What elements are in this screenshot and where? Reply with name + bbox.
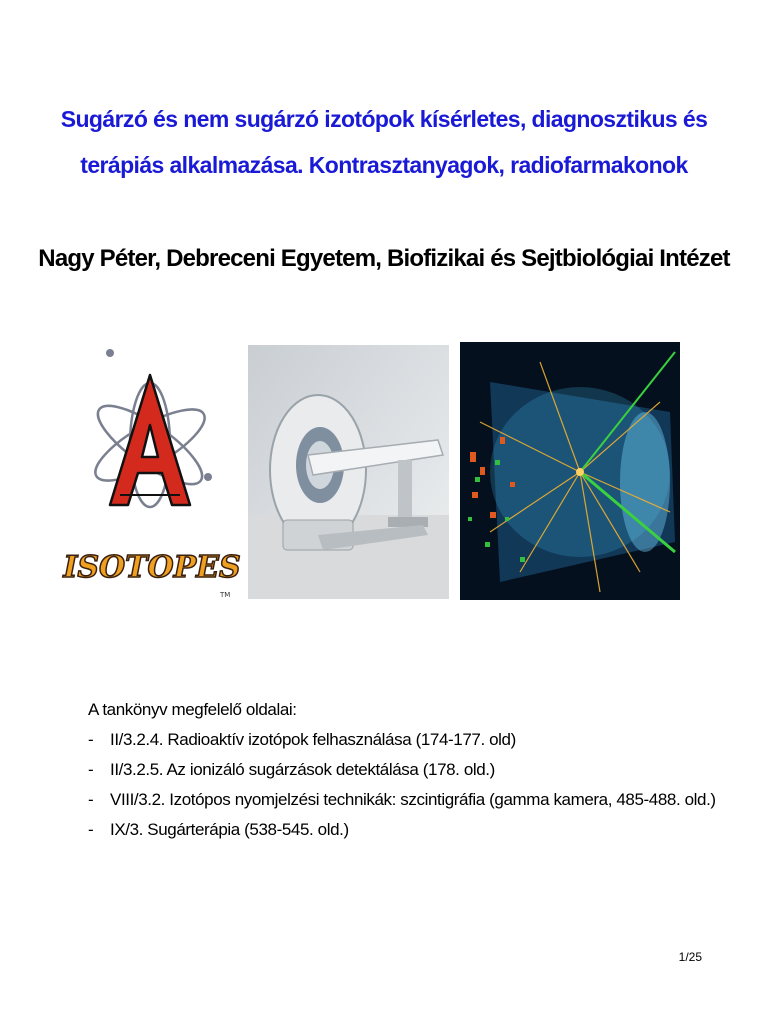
reference-item — [88, 815, 748, 845]
isotopes-logo — [63, 345, 241, 600]
references-heading: A tankönyv megfelelő oldalai: — [88, 700, 297, 719]
ct-scanner-photo — [248, 345, 449, 599]
reference-item — [88, 725, 748, 755]
bullet-dash: - — [88, 790, 94, 809]
textbook-references — [88, 695, 748, 845]
slide-title-line-2: terápiás alkalmazása. Kontrasztanyagok, radiofarmakonok — [80, 152, 688, 178]
trademark-mark: TM — [220, 591, 231, 599]
reference-text: II/3.2.4. Radioaktív izotópok felhasználása (174-177. old) — [110, 730, 516, 749]
reference-item — [88, 755, 748, 785]
reference-text: VIII/3.2. Izotópos nyomjelzési technikák: szcintigráfia (gamma kamera, 485-488. old.) — [110, 790, 716, 809]
reference-item — [88, 785, 748, 815]
author-line: Nagy Péter, Debreceni Egyetem, Biofizikai és Sejtbiológiai Intézet — [38, 245, 730, 272]
bullet-dash: - — [88, 730, 94, 749]
particle-collision-image — [460, 342, 680, 600]
bullet-dash: - — [88, 820, 94, 839]
slide-title — [40, 96, 728, 188]
slide-title-line-1: Sugárzó és nem sugárzó izotópok kísérletes, diagnosztikus és — [60, 106, 708, 132]
isotopes-logo-text: ISOTOPES — [63, 550, 241, 585]
reference-text: II/3.2.5. Az ionizáló sugárzások detektálása (178. old.) — [110, 760, 495, 779]
bullet-dash: - — [88, 760, 94, 779]
reference-text: IX/3. Sugárterápia (538-545. old.) — [110, 820, 349, 839]
page-number: 1/25 — [678, 950, 702, 964]
